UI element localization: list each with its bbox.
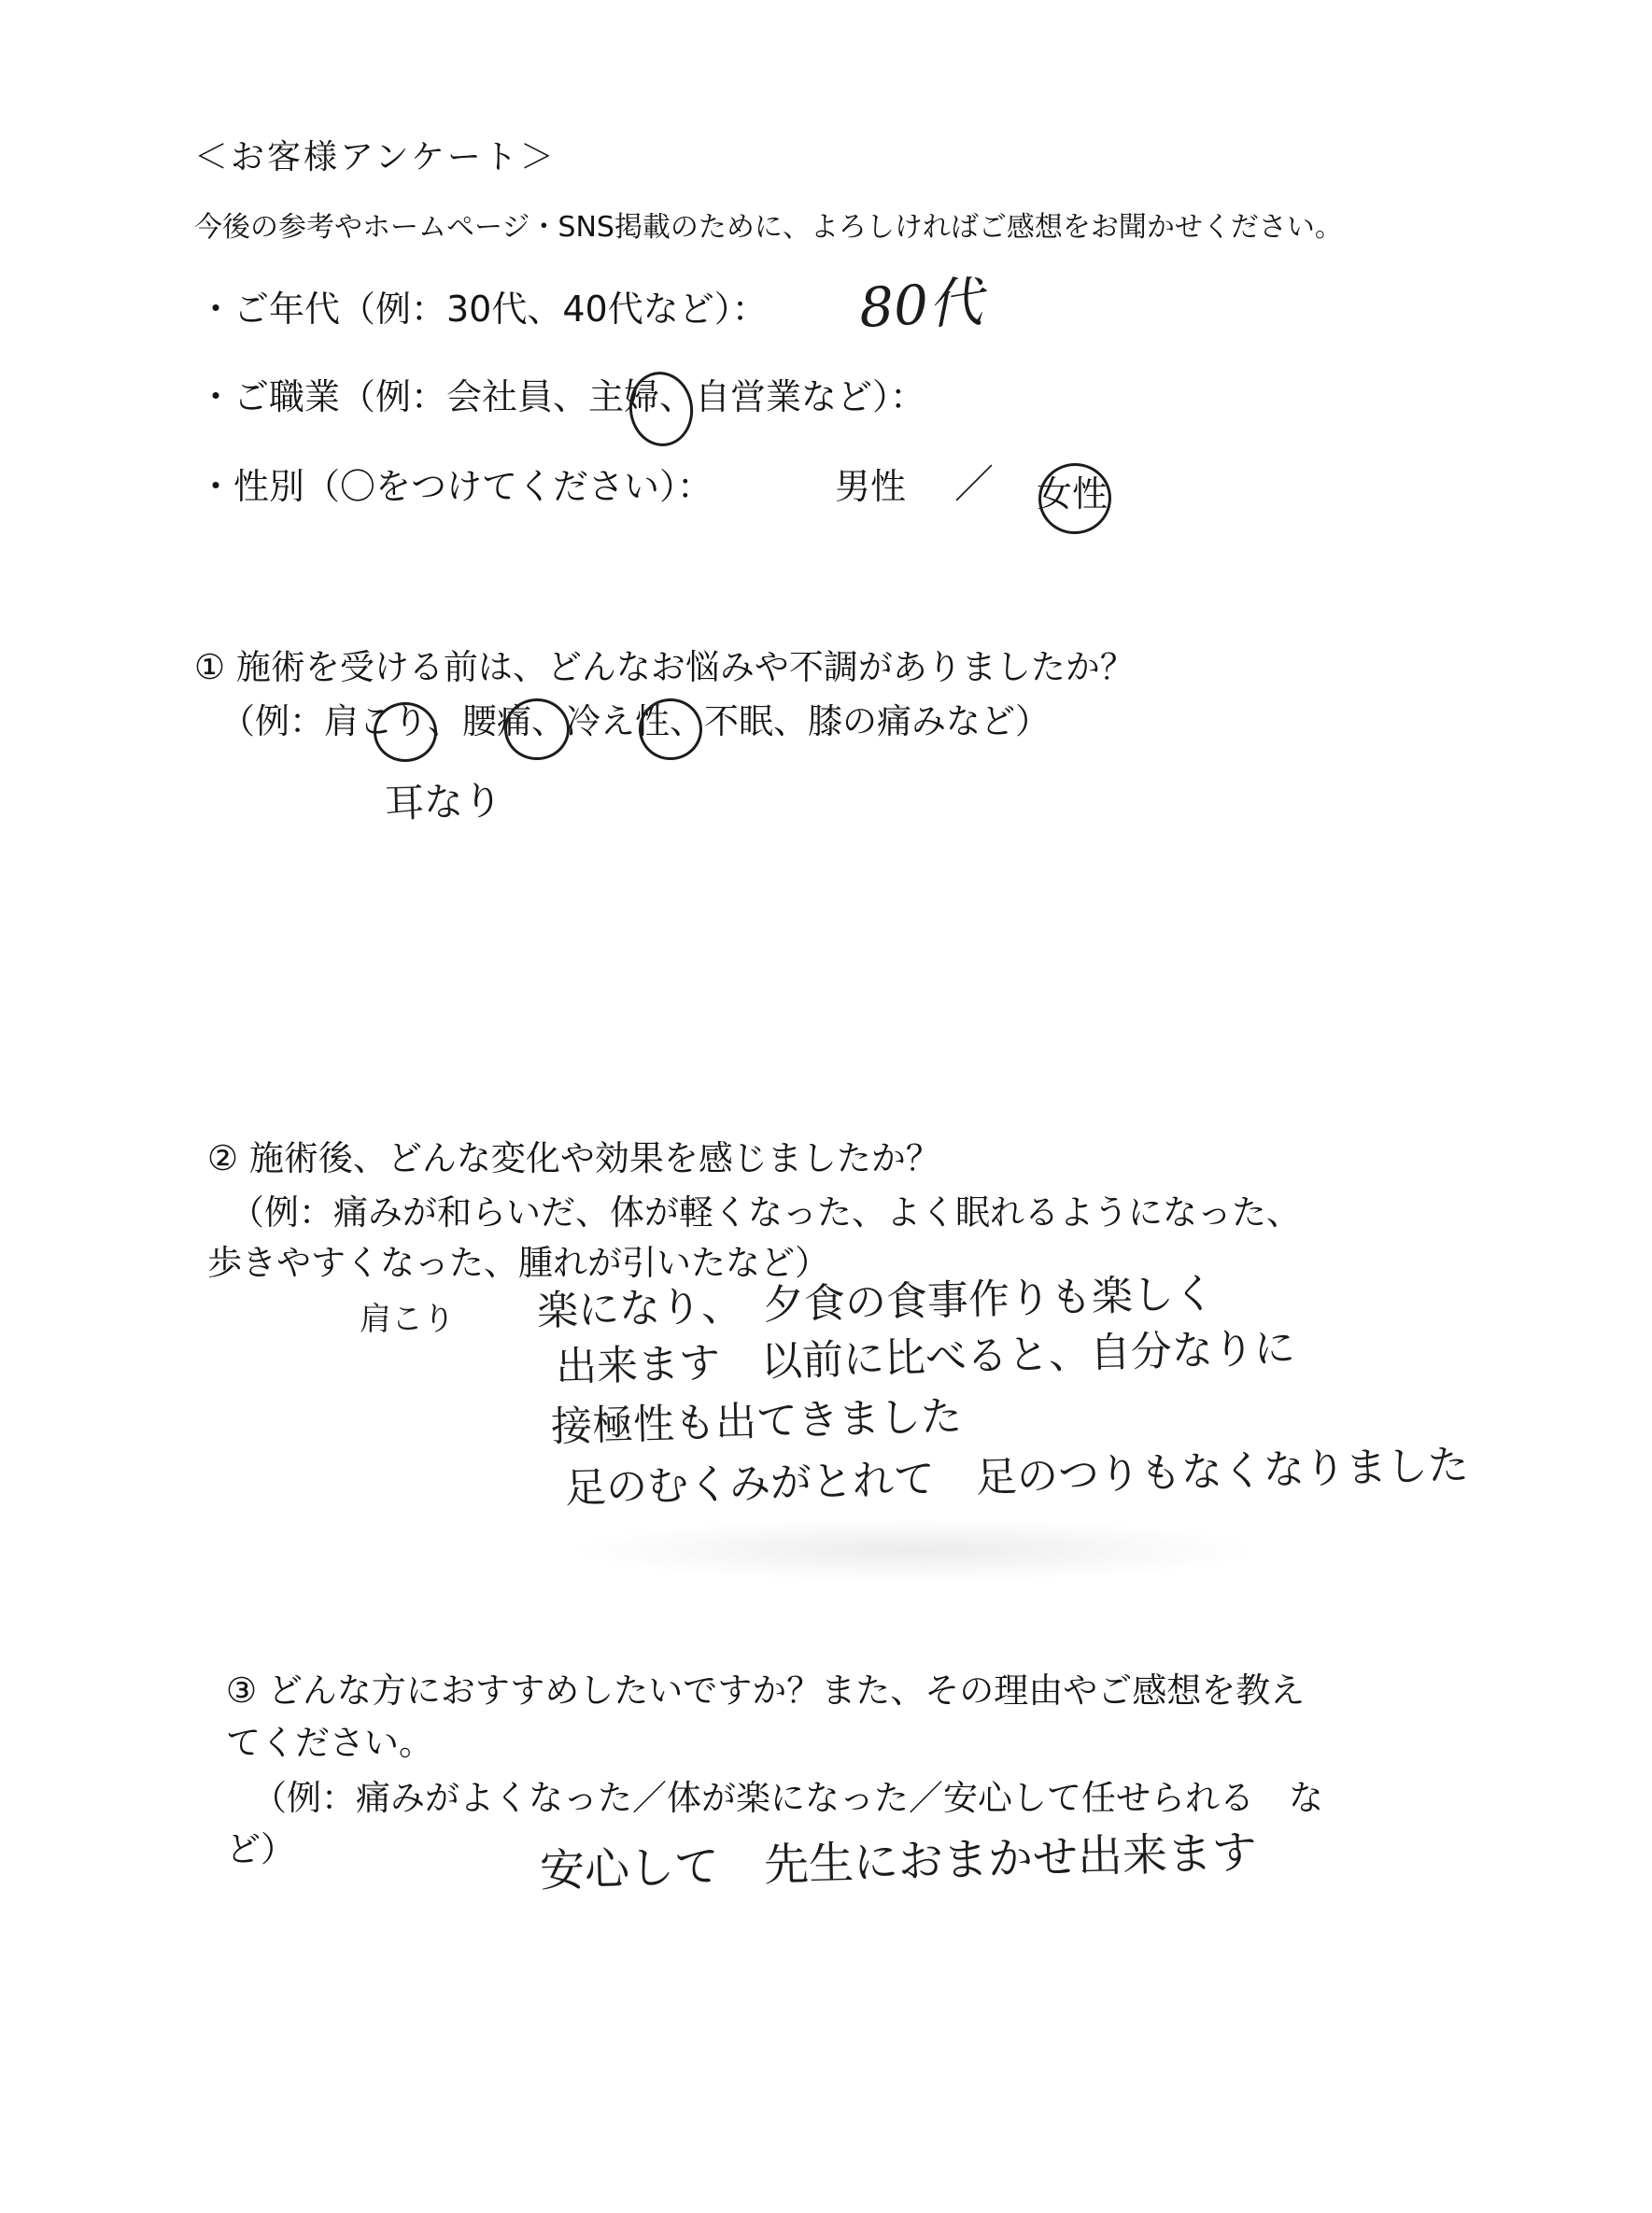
survey-title: ＜お客様アンケート＞ bbox=[194, 138, 557, 176]
erased-smudge bbox=[570, 1517, 1261, 1583]
q3-question-continued: てください。 bbox=[226, 1723, 433, 1763]
q2-example-line-2: 歩きやすくなった、腫れが引いたなど） bbox=[207, 1243, 829, 1283]
q2-answer-line-3: 接極性も出てきました bbox=[550, 1392, 963, 1451]
stiff-shoulder-circle bbox=[374, 702, 437, 762]
gender-label: ・性別（〇をつけてください）： bbox=[198, 466, 713, 507]
job-label: ・ご職業（例：会社員、主婦、自営業など）： bbox=[198, 376, 926, 417]
q3-example-line-1: （例：痛みがよくなった／体が楽になった／安心して任せられる な bbox=[252, 1778, 1323, 1818]
q1-example: （例：肩こり、腰痛、冷え性、不眠、膝の痛みなど） bbox=[220, 701, 1050, 741]
q2-answer-line-1: 楽になり、 夕食の食事作りも楽しく bbox=[536, 1270, 1216, 1335]
gender-female-option: 女性 bbox=[1037, 473, 1108, 514]
q3-answer: 安心して 先生におまかせ出来ます bbox=[539, 1825, 1258, 1897]
gender-separator: ／ bbox=[954, 461, 995, 507]
q2-answer-line-4: 足のむくみがとれて 足のつりもなくなりました bbox=[564, 1441, 1470, 1513]
q2-example-line-1: （例：痛みが和らいだ、体が軽くなった、よく眠れるようになった、 bbox=[230, 1192, 1301, 1233]
q3-example-line-2: ど） bbox=[226, 1829, 295, 1869]
q1-answer: 耳なり bbox=[384, 777, 503, 826]
q1-question: ① 施術を受ける前は、どんなお悩みや不調がありましたか？ bbox=[194, 647, 1135, 687]
survey-intro: 今後の参考やホームページ・SNS掲載のために、よろしければご感想をお聞かせください。 bbox=[194, 211, 1343, 244]
age-label: ・ご年代（例：30代、40代など）： bbox=[198, 289, 768, 330]
q2-question: ② 施術後、どんな変化や効果を感じましたか？ bbox=[207, 1138, 940, 1178]
q2-answer-tag: 肩こり bbox=[360, 1301, 455, 1338]
cold-circle bbox=[639, 698, 702, 760]
q2-answer-line-2: 出来ます 以前に比べると、自分なりに bbox=[555, 1324, 1296, 1391]
q3-question: ③ どんな方におすすめしたいですか？また、その理由やご感想を教え bbox=[226, 1670, 1306, 1711]
gender-male-option: 男性 bbox=[835, 466, 907, 507]
back-pain-circle bbox=[504, 698, 570, 760]
age-answer: 80代 bbox=[857, 270, 984, 340]
